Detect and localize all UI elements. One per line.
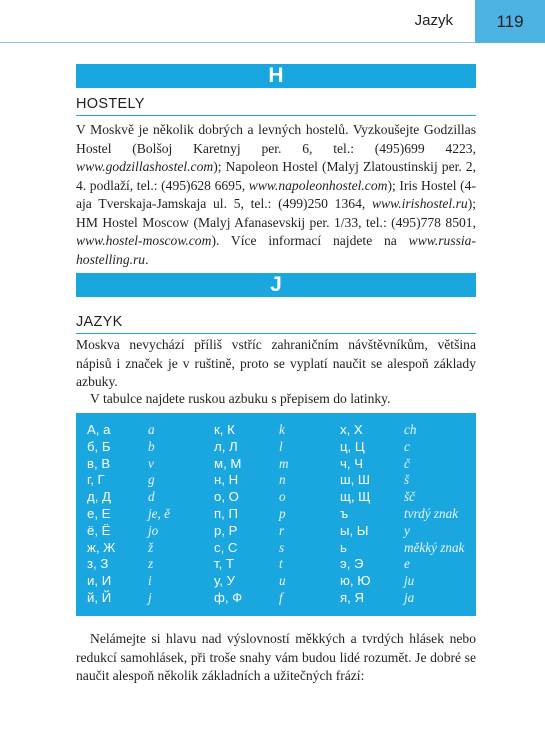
cyrillic-letter: ц, Ц — [340, 438, 365, 454]
cyrillic-letter: т, Т — [214, 556, 234, 572]
latin-transcription: ju — [404, 573, 415, 589]
latin-transcription: j — [148, 590, 152, 605]
latin-transcription: f — [279, 590, 283, 605]
cyrillic-letter: я, Я — [340, 590, 364, 605]
cyrillic-letter: м, М — [214, 455, 242, 471]
cyrillic-letter: ы, Ы — [340, 522, 369, 538]
latin-transcription: n — [279, 472, 286, 488]
cyrillic-letter: г, Г — [87, 472, 105, 488]
running-head: Jazyk — [414, 12, 453, 29]
latin-transcription: a — [148, 422, 155, 437]
hostely-text-5: ). Více informací najdete na — [211, 233, 409, 248]
closing-paragraph: Nelámejte si hlavu nad výslovností měkkých a tvrdých hlásek nebo redukcí samohlásek, při troše snahy vám budou lidé rozumět. Je dobré se naučit alespoň několik základních a užitečných frází: — [76, 631, 476, 683]
section-heading-jazyk: JAZYK — [76, 314, 476, 334]
hostel-link-godzillas[interactable]: www.godzillashostel.com — [76, 159, 214, 174]
latin-transcription: ch — [404, 422, 417, 437]
hostel-link-russia-hostelling[interactable]: www.russia-hostelling.ru — [76, 233, 476, 267]
hostel-link-hm[interactable]: www.hostel-moscow.com — [76, 233, 212, 248]
latin-transcription: ž — [148, 539, 154, 555]
page-number: 119 — [475, 0, 545, 43]
cyrillic-letter: н, Н — [214, 472, 239, 488]
cyrillic-letter: п, П — [214, 506, 238, 521]
cyrillic-letter: ъ — [340, 506, 349, 521]
latin-transcription: jo — [148, 522, 159, 538]
cyrillic-letter: й, Й — [87, 590, 112, 605]
cyrillic-letter: ю, Ю — [340, 573, 371, 589]
latin-transcription: š — [404, 472, 410, 488]
hostel-link-iris[interactable]: www.irishostel.ru — [372, 196, 468, 211]
latin-transcription: l — [279, 438, 283, 454]
cyrillic-letter: в, В — [87, 455, 111, 471]
latin-transcription: u — [279, 573, 286, 589]
letter-banner-h: H — [76, 64, 476, 88]
table-intro-paragraph: V tabulce najdete ruskou azbuku s přepisem do latinky. — [90, 391, 391, 406]
hostel-link-napoleon[interactable]: www.napoleonhostel.com — [248, 177, 388, 193]
latin-transcription: šč — [404, 489, 415, 505]
latin-transcription: t — [279, 556, 283, 572]
latin-transcription: i — [148, 573, 152, 589]
cyrillic-letter: ё, Ё — [87, 522, 111, 538]
cyrillic-letter: ч, Ч — [340, 455, 363, 471]
cyrillic-letter: ь — [340, 539, 347, 555]
cyrillic-letter: о, О — [214, 489, 239, 505]
latin-transcription: g — [148, 472, 155, 488]
hostely-text-3: ); Iris Hostel (4-aja Tverskaja-Jamskaja ul. 5, tel.: (499)250 1364, — [76, 177, 476, 211]
cyrillic-letter: ф, Ф — [214, 590, 243, 605]
latin-transcription: č — [404, 455, 410, 471]
latin-transcription: k — [279, 422, 285, 437]
cyrillic-letter: к, К — [214, 422, 235, 437]
cyrillic-letter: р, Р — [214, 522, 238, 538]
hostely-text-4: ); HM Hostel Moscow (Malyj Afanasevskij per. 1/33, tel.: (495)778 8501, — [76, 196, 476, 230]
cyrillic-letter: щ, Щ — [340, 489, 371, 505]
cyrillic-letter: д, Д — [87, 489, 111, 505]
cyrillic-letter: ш, Ш — [340, 472, 370, 488]
latin-transcription: tvrdý znak — [404, 506, 459, 521]
latin-transcription: s — [279, 539, 285, 555]
hostely-text-1: V Moskvě je několik dobrých a levných hostelů. Vyzkoušejte Godzillas Hostel (Bolšoj Karetnyj per. 6, tel.: (495)699 4223, — [76, 122, 476, 156]
latin-transcription: z — [148, 556, 154, 572]
latin-transcription: o — [279, 489, 286, 505]
cyrillic-letter: и, И — [87, 573, 112, 589]
latin-transcription: ja — [404, 590, 415, 605]
latin-transcription: y — [404, 522, 410, 538]
hostely-paragraph — [76, 121, 476, 269]
alphabet-table — [76, 413, 476, 616]
jazyk-intro-paragraph: Moskva nevychází příliš vstříc zahraničním návštěvníkům, většina nápisů i značek je v ruštině, proto se vyplatí naučit se alespoň základy azbuky. — [76, 337, 476, 389]
section-heading-hostely: HOSTELY — [76, 96, 476, 116]
latin-transcription: měkký znak — [404, 539, 465, 555]
cyrillic-letter: ж, Ж — [87, 539, 116, 555]
letter-banner-j: J — [76, 273, 476, 297]
cyrillic-letter: з, З — [87, 556, 109, 572]
latin-transcription: d — [148, 489, 155, 505]
hostely-text-2: ); Napoleon Hostel (Malyj Zlatoustinskij per. 2, 4. podlaží, tel.: (495)628 6695, — [76, 159, 476, 193]
latin-transcription: c — [404, 438, 410, 454]
hostely-text-6: . — [145, 251, 149, 267]
cyrillic-letter: э, Э — [340, 556, 364, 572]
cyrillic-letter: с, С — [214, 539, 238, 555]
cyrillic-letter: х, Х — [340, 422, 363, 437]
latin-transcription: b — [148, 438, 155, 454]
latin-transcription: e — [404, 556, 410, 572]
cyrillic-letter: А, а — [87, 422, 111, 437]
alphabet-row — [76, 590, 476, 609]
cyrillic-letter: у, У — [214, 573, 235, 589]
latin-transcription: m — [279, 455, 289, 471]
cyrillic-letter: б, Б — [87, 438, 111, 454]
latin-transcription: r — [279, 522, 285, 538]
latin-transcription: v — [148, 455, 154, 471]
cyrillic-letter: е, Е — [87, 506, 111, 521]
cyrillic-letter: л, Л — [214, 438, 238, 454]
latin-transcription: p — [279, 506, 286, 521]
latin-transcription: je, ě — [148, 506, 170, 521]
header-rule — [0, 42, 545, 43]
